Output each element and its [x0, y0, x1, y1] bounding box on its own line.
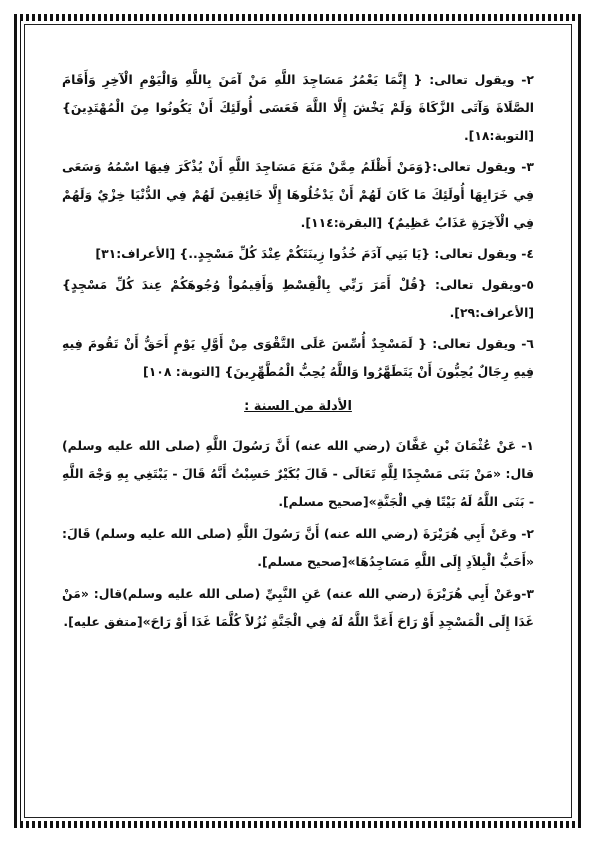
page-content: [62, 66, 534, 640]
quran-verse-6: ٦- ويقول تعالى: { لَمَسْجِدٌ أُسِّسَ عَلَى التَّقْوَى مِنْ أَوَّلِ يَوْمٍ أَحَقُّ أَنْ تَقُومَ فِيهِ فِيهِ رِجَالٌ يُحِبُّونَ أَنْ يَتَطَهَّرُوا وَاللَّهُ يُحِبُّ الْمُطَّهِّرِينَ} [التوبة: ١٠٨]: [62, 336, 534, 379]
quran-verse-4: ٤- ويقول تعالى: {يَا بَنِي آدَمَ خُذُوا زِينَتَكُمْ عِنْدَ كُلِّ مَسْجِدٍ..} [الأعراف:٣١]: [95, 246, 534, 261]
quran-verse-5: ٥-ويقول تعالى: {قُلْ أَمَرَ رَبِّي بِالْقِسْطِ وَأَقِيمُواْ وُجُوهَكُمْ عِندَ كُلِّ مَسْجِدٍ} [الأعراف:٢٩].: [62, 277, 534, 320]
quran-verse-3: ٣- ويقول تعالى:{وَمَنْ أَظْلَمُ مِمَّنْ مَنَعَ مَسَاجِدَ اللَّهِ أَنْ يُذْكَرَ فِيهَا اسْمُهُ وَسَعَى فِي خَرَابِهَا أُولَئِكَ مَا كَانَ لَهُمْ أَنْ يَدْخُلُوهَا إِلَّا خَائِفِينَ لَهُمْ فِي الدُّنْيَا خِزْيٌ وَلَهُمْ فِي الْآخِرَةِ عَذَابٌ عَظِيمٌ} [البقرة:١١٤].: [62, 159, 534, 230]
hadith-3: ٣-وعَنْ أَبِي هُرَيْرَةَ (رضي الله عنه) عَنِ النَّبِيِّ (صلى الله عليه وسلم)قال: «مَنْ غَدَا إِلَى الْمَسْجِدِ أَوْ رَاحَ أَعَدَّ اللَّهُ لَهُ فِي الْجَنَّةِ نُزُلاً كُلَّمَا غَدَا أَوْ رَاحَ»[متفق عليه].: [62, 586, 534, 629]
sunnah-heading: الأدلة من السنة :: [244, 399, 352, 414]
hadith-1: ١- عَنْ عُثْمَانَ بْنِ عَفَّانَ (رضي الله عنه) أَنَّ رَسُولَ اللَّهِ (صلى الله عليه وسلم) قال: «مَنْ بَنَى مَسْجِدًا لِلَّهِ تَعَالَى - قَالَ بُكَيْرٌ حَسِبْتُ أَنَّهُ قَالَ - يَبْتَغِي بِهِ وَجْهَ اللَّهِ - بَنَى اللَّهُ لَهُ بَيْتًا فِي الْجَنَّةِ»[صحيح مسلم].: [62, 438, 534, 509]
hadith-2: ٢- وعَنْ أَبِي هُرَيْرَةَ (رضي الله عنه) أَنَّ رَسُولَ اللَّهِ (صلى الله عليه وسلم) قَالَ: «أَحَبُّ الْبِلاَدِ إِلَى اللَّهِ مَسَاجِدُهَا»[صحيح مسلم].: [62, 526, 534, 569]
quran-verse-2: ٢- ويقول تعالى: { إِنَّمَا يَعْمُرُ مَسَاجِدَ اللَّهِ مَنْ آمَنَ بِاللَّهِ وَالْيَوْمِ الْآخِرِ وَأَقَامَ الصَّلَاةَ وَآتَى الزَّكَاةَ وَلَمْ يَخْشَ إِلَّا اللَّهَ فَعَسَى أُولَئِكَ أَنْ يَكُونُوا مِنَ الْمُهْتَدِينَ} [التوبة:١٨].: [62, 72, 534, 143]
